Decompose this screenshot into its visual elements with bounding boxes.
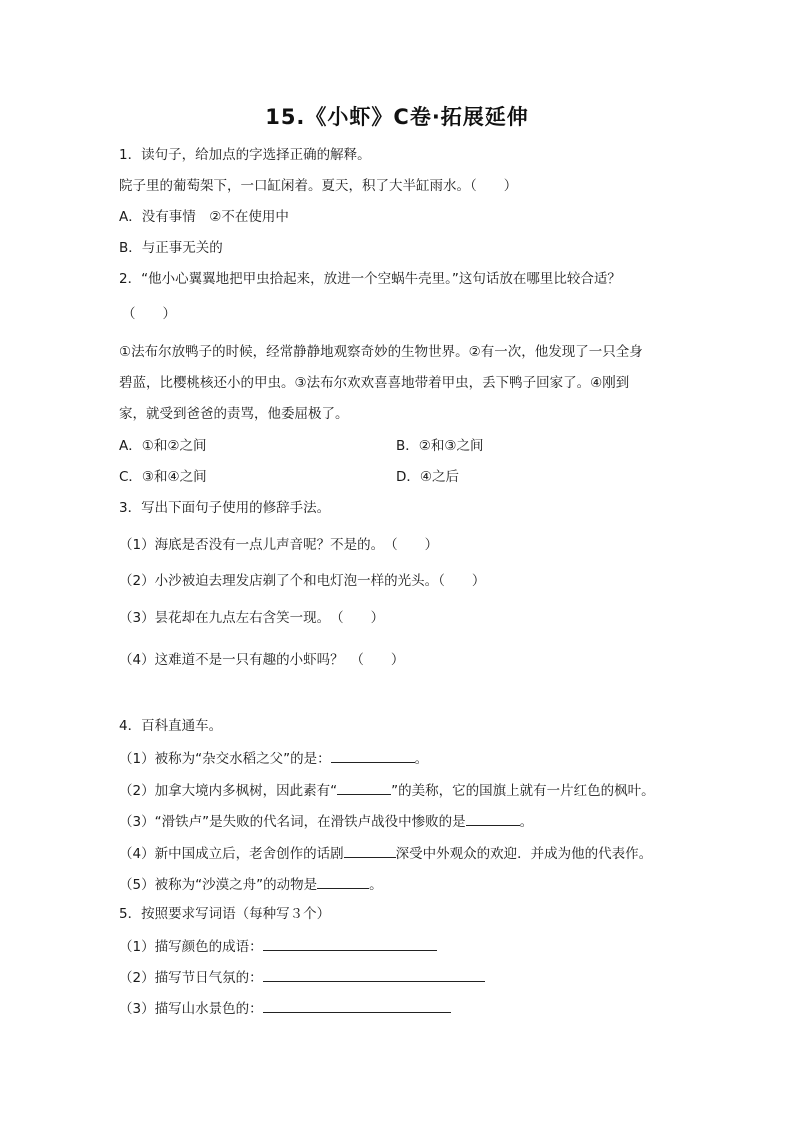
answer-blank[interactable] bbox=[337, 780, 391, 795]
q5-stem: 5．按照要求写词语（每种写３个） bbox=[119, 906, 331, 922]
q3-sentence-2: （2）小沙被迫去理发店剃了个和电灯泡一样的光头。（ ） bbox=[119, 573, 486, 589]
q1-option-b[interactable]: B．与正事无关的 bbox=[119, 240, 223, 256]
q4-item-4-prefix: （4）新中国成立后，老舍创作的话剧 bbox=[119, 846, 344, 862]
q5-item-1-label: （1）描写颜色的成语： bbox=[119, 939, 263, 955]
q4-item-1-suffix: 。 bbox=[414, 751, 429, 767]
q5-item-2 bbox=[119, 967, 485, 987]
answer-blank[interactable] bbox=[317, 874, 369, 889]
q2-stem: 2．“他小心翼翼地把甲虫拾起来，放进一个空蜗牛壳里。”这句话放在哪里比较合适？ bbox=[119, 271, 621, 287]
answer-blank[interactable] bbox=[466, 811, 520, 826]
q4-item-2-suffix: ”的美称，它的国旗上就有一片红色的枫叶。 bbox=[391, 783, 655, 799]
q4-stem: 4．百科直通车。 bbox=[119, 718, 223, 734]
q4-item-5-prefix: （5）被称为“沙漠之舟”的动物是 bbox=[119, 877, 318, 893]
answer-blank[interactable] bbox=[263, 936, 437, 951]
q5-item-3-label: （3）描写山水景色的： bbox=[119, 1001, 263, 1017]
q1-stem: 1．读句子，给加点的字选择正确的解释。 bbox=[119, 147, 371, 163]
q1-sentence: 院子里的葡萄架下，一口缸闲着。夏天，积了大半缸雨水。（ ） bbox=[119, 178, 518, 194]
q4-item-2-prefix: （2）加拿大境内多枫树，因此素有“ bbox=[119, 783, 338, 799]
answer-blank[interactable] bbox=[263, 967, 485, 982]
q1-option-a[interactable]: A．没有事情 ②不在使用中 bbox=[119, 209, 289, 225]
q2-option-b[interactable]: B．②和③之间 bbox=[396, 438, 484, 454]
q4-item-3-prefix: （3）“滑铁卢”是失败的代名词，在滑铁卢战役中惨败的是 bbox=[119, 814, 466, 830]
q2-option-c[interactable]: C．③和④之间 bbox=[119, 469, 207, 485]
q3-stem: 3．写出下面句子使用的修辞手法。 bbox=[119, 500, 331, 516]
q4-item-4-suffix: 深受中外观众的欢迎．并成为他的代表作。 bbox=[395, 846, 653, 862]
q2-answer-paren: （ ） bbox=[122, 306, 176, 322]
q5-item-1 bbox=[119, 936, 437, 956]
q2-option-a[interactable]: A．①和②之间 bbox=[119, 438, 207, 454]
page-title: 15.《小虾》C卷·拓展延伸 bbox=[265, 105, 529, 129]
q4-item-2 bbox=[119, 780, 655, 800]
q2-passage-line-3: 家，就受到爸爸的责骂，他委屈极了。 bbox=[119, 406, 349, 422]
q3-sentence-3: （3）昙花却在九点左右含笑一现。 （ ） bbox=[119, 610, 385, 626]
q5-item-2-label: （2）描写节日气氛的： bbox=[119, 970, 263, 986]
q3-sentence-1: （1）海底是否没有一点儿声音呢？不是的。 （ ） bbox=[119, 537, 439, 553]
answer-blank[interactable] bbox=[344, 843, 396, 858]
answer-blank[interactable] bbox=[331, 748, 415, 763]
q2-passage-line-2: 碧蓝，比樱桃核还小的甲虫。③法布尔欢欢喜喜地带着甲虫，丢下鸭子回家了。④刚到 bbox=[119, 375, 630, 391]
q4-item-1 bbox=[119, 748, 428, 768]
q4-item-5-suffix: 。 bbox=[369, 877, 383, 893]
q2-option-d[interactable]: D．④之后 bbox=[396, 469, 459, 485]
q4-item-1-prefix: （1）被称为“杂交水稻之父”的是： bbox=[119, 751, 331, 767]
answer-blank[interactable] bbox=[263, 998, 451, 1013]
q2-passage-line-1: ①法布尔放鸭子的时候，经常静静地观察奇妙的生物世界。②有一次，他发现了一只全身 bbox=[119, 344, 643, 360]
q4-item-3-suffix: 。 bbox=[519, 814, 534, 830]
q5-item-3 bbox=[119, 998, 451, 1018]
q4-item-3 bbox=[119, 811, 533, 831]
q4-item-4 bbox=[119, 843, 652, 863]
q3-sentence-4: （4）这难道不是一只有趣的小虾吗？ （ ） bbox=[119, 652, 405, 668]
q4-item-5 bbox=[119, 874, 383, 894]
